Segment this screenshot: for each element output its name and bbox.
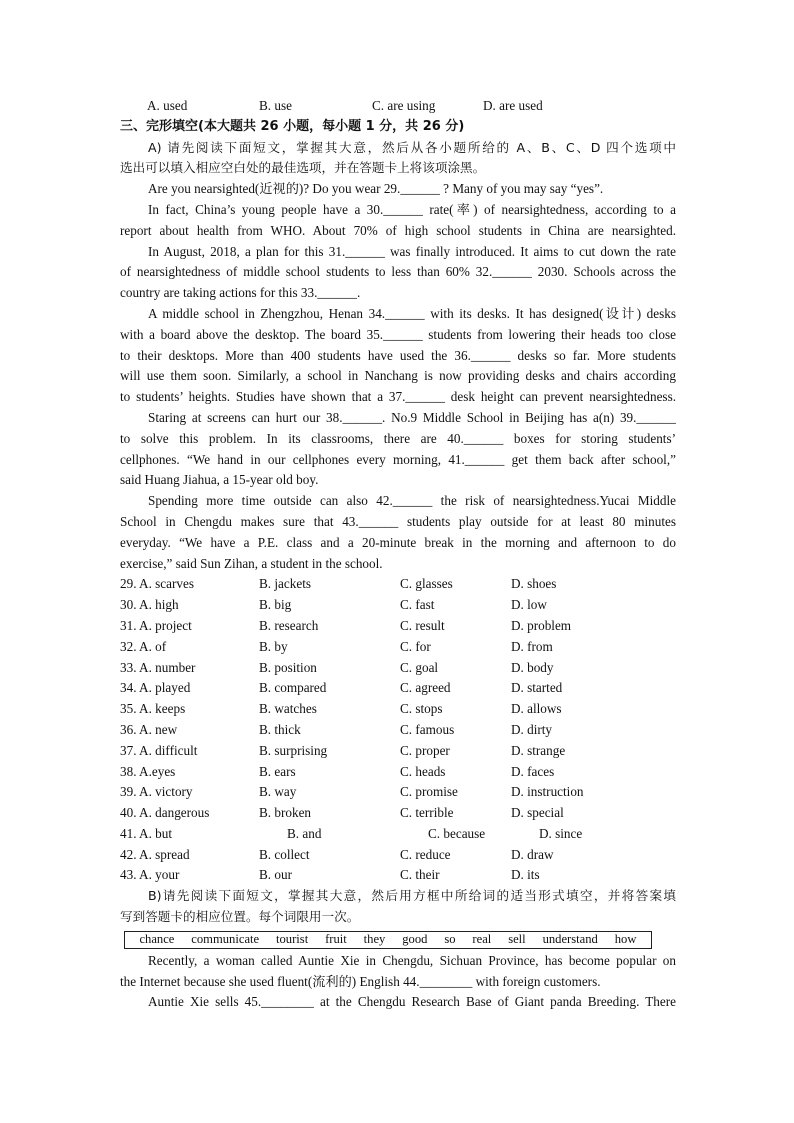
section-heading: 三、完形填空(本大题共 26 小题，每小题 1 分，共 26 分) — [120, 118, 465, 134]
choice-a: 32. A. of — [120, 638, 167, 654]
choice-c: C. their — [400, 867, 440, 883]
choice-row — [120, 782, 676, 803]
passage-line: cellphones. “We hand in our cellphones every morning, 41.______ get them back after school,” — [120, 451, 676, 467]
choice-d: D. faces — [511, 763, 555, 779]
choice-a: 34. A. played — [120, 680, 191, 696]
passage-line: will use them soon. Similarly, a school in Nanchang is now providing desks and chairs according — [120, 368, 676, 384]
choice-d: D. its — [511, 867, 540, 883]
choice-c: C. promise — [400, 784, 458, 800]
choice-a: 38. A.eyes — [120, 763, 176, 779]
choice-b: B. jackets — [259, 576, 312, 592]
option-c: C. are using — [372, 98, 436, 113]
word-bank-box — [124, 931, 652, 949]
choice-row — [120, 699, 676, 720]
part-b-instruction-1: B)请先阅读下面短文，掌握其大意，然后用方框中所给词的适当形式填空，并将答案填 — [148, 888, 676, 904]
choice-c: C. terrible — [400, 805, 454, 821]
choice-row — [120, 595, 676, 616]
part-b-instruction-2: 写到答题卡的相应位置。每个词限用一次。 — [120, 909, 360, 925]
cloze-passage — [120, 179, 676, 574]
word-bank-item: fruit — [325, 932, 347, 947]
word-bank-item: so — [444, 932, 456, 947]
choice-c: C. fast — [400, 597, 435, 613]
choice-c: C. heads — [400, 763, 446, 779]
choice-a: 40. A. dangerous — [120, 805, 210, 821]
passage-line: to solve this problem. In its classrooms, there are 40.______ boxes for storing students’ — [120, 430, 676, 446]
choice-row — [120, 824, 676, 845]
choice-a: 36. A. new — [120, 721, 178, 737]
choice-row — [120, 720, 676, 741]
choice-d: D. started — [511, 680, 563, 696]
passage-line: Auntie Xie sells 45.________ at the Chengdu Research Base of Giant panda Breeding. There — [148, 994, 676, 1010]
part-b-passage — [120, 951, 676, 1013]
passage-line: country are taking actions for this 33.______. — [120, 285, 361, 301]
choice-row — [120, 865, 676, 886]
choice-d: D. special — [511, 805, 564, 821]
word-bank-item: tourist — [276, 932, 309, 947]
part-a-instruction-1: A) 请先阅读下面短文，掌握其大意，然后从各小题所给的 A、B、C、D 四个选项中 — [148, 139, 676, 155]
choice-c: C. goal — [400, 659, 439, 675]
choice-row — [120, 658, 676, 679]
choice-b: B. position — [259, 659, 317, 675]
choice-b: B. broken — [259, 805, 312, 821]
choice-c: C. famous — [400, 721, 455, 737]
choice-a: 33. A. number — [120, 659, 196, 675]
option-b: B. use — [259, 98, 292, 113]
choice-c: C. agreed — [400, 680, 451, 696]
choice-b: B. thick — [259, 721, 301, 737]
choice-d: D. draw — [511, 846, 554, 862]
choice-b: B. compared — [259, 680, 327, 696]
choice-c: C. stops — [400, 701, 443, 717]
choice-d: D. from — [511, 638, 553, 654]
choice-row — [120, 762, 676, 783]
word-bank-item: understand — [542, 932, 598, 947]
choice-d: D. since — [539, 825, 583, 841]
choice-d: D. dirty — [511, 721, 553, 737]
choice-b: B. collect — [259, 846, 310, 862]
choice-c: C. reduce — [400, 846, 451, 862]
word-bank-item: they — [363, 932, 386, 947]
choice-a: 29. A. scarves — [120, 576, 194, 592]
passage-line: Spending more time outside can also 42.______ the risk of nearsightedness.Yucai Middle — [148, 493, 676, 509]
choice-row — [120, 616, 676, 637]
choice-d: D. shoes — [511, 576, 557, 592]
word-bank-item: real — [472, 932, 492, 947]
choice-d: D. low — [511, 597, 547, 613]
passage-line: In August, 2018, a plan for this 31.______ was finally introduced. It aims to cut down the rate — [148, 243, 676, 259]
choice-row — [120, 637, 676, 658]
choice-c: C. result — [400, 617, 445, 633]
choice-b: B. big — [259, 597, 292, 613]
passage-line: of nearsightedness of middle school students to less than 60% 32.______ 2030. Schools across the — [120, 264, 676, 280]
word-bank-item: sell — [508, 932, 526, 947]
choice-a: 35. A. keeps — [120, 701, 186, 717]
passage-line: In fact, China’s young people have a 30.______ rate(率) of nearsightedness, according to a — [148, 201, 676, 217]
choice-d: D. problem — [511, 617, 572, 633]
choice-c: C. for — [400, 638, 431, 654]
choice-row — [120, 803, 676, 824]
choice-b: B. watches — [259, 701, 317, 717]
word-bank-item: how — [614, 932, 637, 947]
word-bank-item: chance — [139, 932, 175, 947]
answer-choices — [120, 574, 676, 886]
choice-a: 42. A. spread — [120, 846, 190, 862]
passage-line: the Internet because she used fluent(流利的) English 44.________ with foreign customers. — [120, 973, 601, 989]
choice-b: B. our — [259, 867, 292, 883]
word-bank-item: good — [402, 932, 428, 947]
choice-d: D. strange — [511, 742, 566, 758]
passage-line: said Huang Jiahua, a 15-year old boy. — [120, 472, 319, 488]
passage-line: A middle school in Zhengzhou, Henan 34.______ with its desks. It has designed(设计) desks — [148, 305, 676, 321]
choice-a: 30. A. high — [120, 597, 179, 613]
choice-a: 39. A. victory — [120, 784, 193, 800]
choice-d: D. body — [511, 659, 554, 675]
choice-a: 31. A. project — [120, 617, 192, 633]
choice-b: B. and — [287, 825, 322, 841]
passage-line: Are you nearsighted(近视的)? Do you wear 29.______ ? Many of you may say “yes”. — [148, 181, 604, 197]
passage-line: exercise,” said Sun Zihan, a student in the school. — [120, 555, 383, 571]
choice-a: 37. A. difficult — [120, 742, 198, 758]
choice-c: C. glasses — [400, 576, 453, 592]
passage-line: School in Chengdu makes sure that 43.______ students play outside for at least 80 minutes — [120, 513, 676, 529]
choice-d: D. allows — [511, 701, 562, 717]
choice-row — [120, 574, 676, 595]
choice-b: B. way — [259, 784, 297, 800]
previous-question-options — [120, 96, 676, 117]
choice-a: 41. A. but — [120, 825, 173, 841]
choice-b: B. research — [259, 617, 319, 633]
choice-row — [120, 741, 676, 762]
option-d: D. are used — [483, 98, 543, 113]
choice-a: 43. A. your — [120, 867, 180, 883]
choice-b: B. by — [259, 638, 288, 654]
passage-line: with a board above the desktop. The board 35.______ students from lowering their heads too close — [120, 326, 676, 342]
choice-b: B. ears — [259, 763, 296, 779]
passage-line: to students’ heights. Studies have shown that a 37.______ desk height can prevent nearsightedness. — [120, 389, 676, 405]
part-a-instruction-2: 选出可以填入相应空白处的最佳选项，并在答题卡上将该项涂黑。 — [120, 160, 486, 176]
passage-line: everyday. “We have a P.E. class and a 20-minute break in the morning and afternoon to do — [120, 534, 676, 550]
passage-line: Recently, a woman called Auntie Xie in Chengdu, Sichuan Province, has become popular on — [148, 952, 676, 968]
passage-line: Staring at screens can hurt our 38.______. No.9 Middle School in Beijing has a(n) 39.______ — [148, 409, 676, 425]
word-bank-item: communicate — [191, 932, 260, 947]
exam-page — [120, 96, 676, 1013]
choice-d: D. instruction — [511, 784, 584, 800]
choice-c: C. because — [428, 825, 486, 841]
option-a: A. used — [147, 98, 188, 113]
choice-row — [120, 845, 676, 866]
choice-c: C. proper — [400, 742, 450, 758]
choice-row — [120, 678, 676, 699]
passage-line: report about health from WHO. About 70% of high school students in China are nearsighted. — [120, 222, 676, 238]
passage-line: to their desktops. More than 400 students have used the 36.______ desks so far. More students — [120, 347, 676, 363]
choice-b: B. surprising — [259, 742, 328, 758]
